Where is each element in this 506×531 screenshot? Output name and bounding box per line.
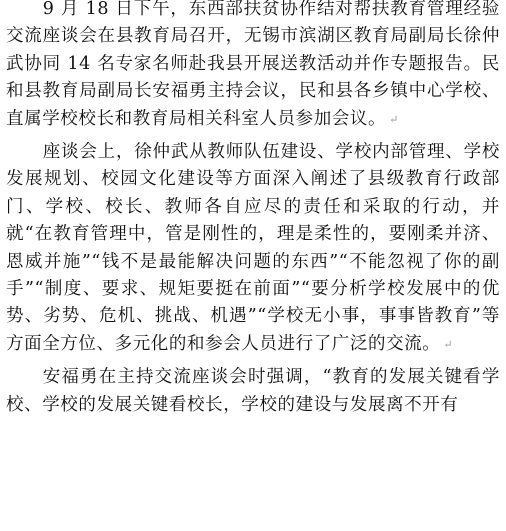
paragraph-text: 9 月 18 日下午，东西部扶贫协作结对帮扶教育管理经验交流座谈会在县教育局召开，无锡市滨湖区教育局副局长徐仲武协同 14 名专家名师赴我县开展送教活动并作专题报告。民和县教育局副局长安福勇主持会议，民和县各乡镇中心学校、直属学校校长和教育局相关科室人员参加会议。 [6,0,500,129]
paragraph-mark-icon: ↵ [389,112,399,126]
paragraph-host-remarks [6,364,500,419]
paragraph-mark-icon: ↵ [443,337,454,351]
paragraph-meeting-intro [6,0,500,133]
paragraph-text: 安福勇在主持交流座谈会时强调，“教育的发展关键看学校、学校的发展关键看校长，学校的建设与发展离不开有 [6,367,500,415]
paragraph-text: 座谈会上，徐仲武从教师队伍建设、学校内部管理、学校发展规划、校园文化建设等方面深入阐述了县级教育行政部门、学校、校长、教师各自应尽的责任和采取的行动，并就“在教育管理中，管是刚性的，理是柔性的，要刚柔并济、恩威并施”“钱不是最能解决问题的东西”“不能忽视了你的副手”“制度、要求、规矩要挺在前面”“要分析学校发展中的优势、劣势、危机、挑战、机遇”“学校无小事，事事皆教育”等方面全方位、多元化的和参会人员进行了广泛的交流。 [6,142,500,354]
paragraph-meeting-content [6,139,500,358]
